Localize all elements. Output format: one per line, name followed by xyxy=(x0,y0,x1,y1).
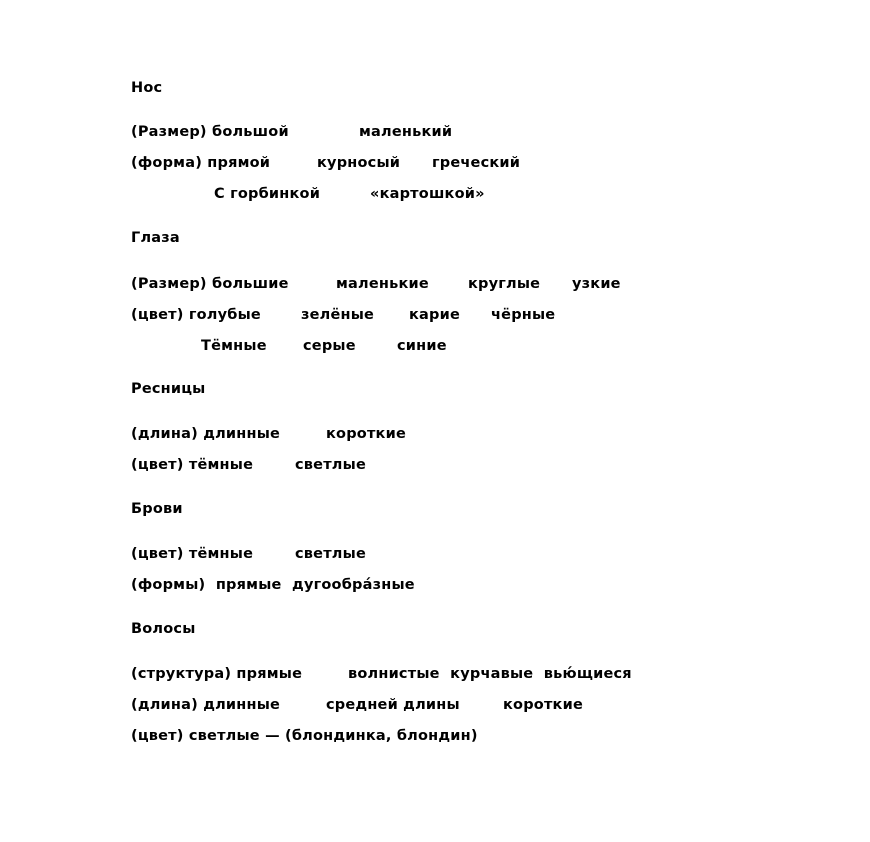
nose-shape-option: С горбинкой xyxy=(214,186,321,202)
heading-eyelashes: Ресницы xyxy=(131,381,206,397)
eyes-size-option: узкие xyxy=(572,276,621,292)
hair-color-text: (цвет) светлые — (блондинка, блондин) xyxy=(131,728,478,744)
eyes-color-option: зелёные xyxy=(301,307,375,323)
hair-color-line xyxy=(0,727,870,781)
nose-shape-option: «картошкой» xyxy=(370,186,485,202)
eyebrows-color-option: светлые xyxy=(295,546,366,562)
nose-shape-option: греческий xyxy=(432,155,521,171)
eyes-color-option: Тёмные xyxy=(201,338,267,354)
eyes-color-option: чёрные xyxy=(491,307,556,323)
nose-shape-label: (форма) прямой xyxy=(131,155,271,171)
heading-hair: Волосы xyxy=(131,621,196,637)
eyes-color-option: серые xyxy=(303,338,356,354)
eyes-size-option: маленькие xyxy=(336,276,429,292)
eyelashes-length-option: короткие xyxy=(326,426,406,442)
heading-eyes: Глаза xyxy=(131,230,180,246)
hair-structure-option: волнистые курчавые вью́щиеся xyxy=(348,666,632,682)
hair-length-option: средней длины xyxy=(326,697,460,713)
eyes-color-option: синие xyxy=(397,338,447,354)
eyes-color-option: карие xyxy=(409,307,460,323)
eyes-size-label: (Размер) большие xyxy=(131,276,289,292)
heading-eyebrows: Брови xyxy=(131,501,183,517)
nose-size-option: маленький xyxy=(359,124,453,140)
eyes-color-label: (цвет) голубые xyxy=(131,307,261,323)
eyelashes-color-label: (цвет) тёмные xyxy=(131,457,254,473)
eyebrows-shape-text: (формы) прямые дугообра́зные xyxy=(131,577,415,593)
eyes-size-option: круглые xyxy=(468,276,541,292)
nose-shape-option: курносый xyxy=(317,155,401,171)
hair-length-label: (длина) длинные xyxy=(131,697,281,713)
hair-structure-label: (структура) прямые xyxy=(131,666,303,682)
heading-nose: Нос xyxy=(131,80,163,96)
eyebrows-color-label: (цвет) тёмные xyxy=(131,546,254,562)
nose-size-label: (Размер) большой xyxy=(131,124,289,140)
hair-length-option: короткие xyxy=(503,697,583,713)
eyelashes-length-label: (длина) длинные xyxy=(131,426,281,442)
eyelashes-color-option: светлые xyxy=(295,457,366,473)
